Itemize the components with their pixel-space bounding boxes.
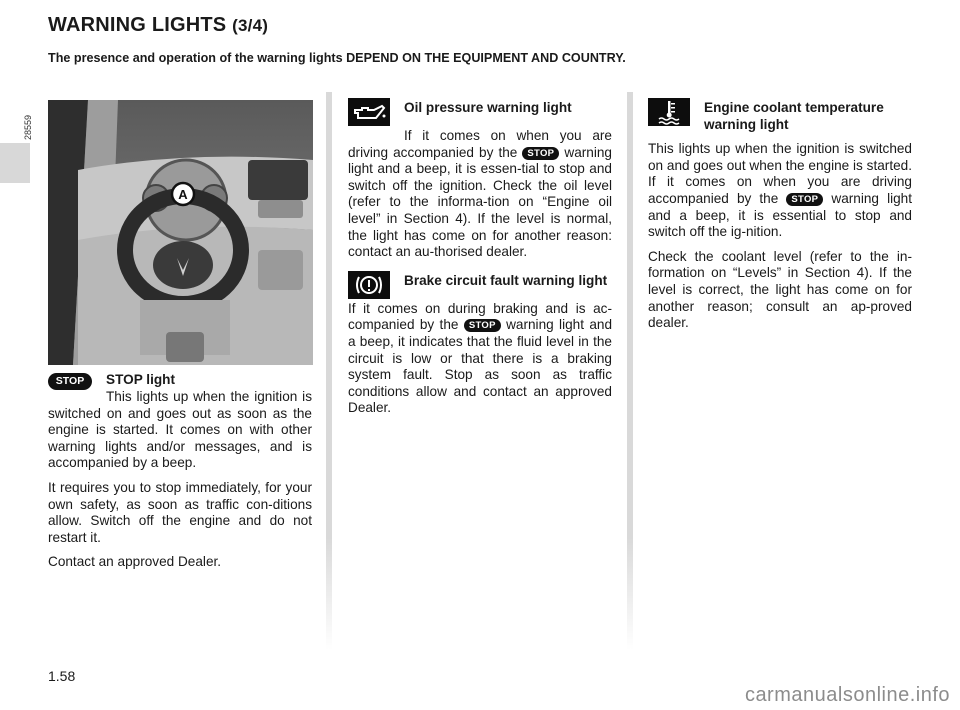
section-tab	[0, 143, 30, 183]
oil-pressure-text-b: warning light and a beep, it is essen-tial to stop and switch off the ignition. Check the oil level (refer to the informa-tion on “Engine oil level” in Section 4). If the level is normal, the light has come on for another reason: contact an au-thorised dealer.	[348, 144, 612, 260]
coolant-text-a: This lights up when the ignition is switched on and goes out when the engine is started. If it comes on when you are driving accompanied by the	[648, 141, 912, 206]
oil-pressure-title: Oil pressure warning light	[404, 100, 572, 115]
stop-light-paragraph: Contact an approved Dealer.	[48, 554, 222, 570]
page-number: 1.58	[48, 668, 76, 684]
coolant-text-b: warning light and a beep, it is essential to stop and switch off the ig-nition.	[648, 190, 913, 240]
page-title: WARNING LIGHTS (3/4)	[48, 14, 269, 36]
brake-circuit-icon	[348, 271, 390, 299]
stop-icon: STOP	[464, 319, 501, 332]
coolant-temperature-icon	[648, 98, 690, 126]
dashboard-photo	[48, 100, 313, 365]
stop-icon: STOP	[522, 147, 559, 160]
oil-pressure-text-a: If it comes on when you are driving accompanied by the	[348, 128, 612, 160]
photo-callout-label: A	[178, 187, 188, 202]
stop-icon: STOP	[786, 193, 823, 206]
page-subtitle: The presence and operation of the warning lights DEPEND ON THE EQUIPMENT AND COUNTRY.	[48, 51, 626, 65]
stop-light-paragraph: It requires you to stop immediately, for your own safety, as soon as traffic con-ditions allow. Switch off the engine and do not restart it.	[48, 479, 312, 545]
coolant-section	[648, 98, 912, 332]
oil-pressure-section	[348, 98, 612, 261]
oil-can-icon	[348, 98, 390, 126]
right-column	[648, 98, 912, 342]
brake-circuit-text-a: If it comes on during braking and is ac-companied by the	[348, 300, 612, 333]
brake-circuit-section	[348, 271, 612, 417]
brake-circuit-title: Brake circuit fault warning light	[404, 272, 608, 288]
photo-reference-code: 28559	[23, 114, 33, 140]
column-divider	[326, 92, 332, 650]
middle-column	[348, 98, 612, 427]
column-divider	[627, 92, 633, 650]
stop-light-section	[48, 372, 312, 579]
coolant-title: Engine coolant temperature warning light	[704, 100, 884, 132]
stop-light-title: STOP light	[106, 372, 175, 387]
watermark: carmanualsonline.info	[744, 684, 950, 706]
coolant-paragraph: Check the coolant level (refer to the in-formation on “Levels” in Section 4). If the level is correct, the light has come on for another reason; consult an ap-proved dealer.	[648, 248, 912, 331]
stop-light-paragraph: This lights up when the ignition is switched on and goes out as soon as the engine is started. It comes on with other warning lights and/or messages, and is accompanied by a beep.	[48, 389, 312, 471]
brake-circuit-text-b: warning light and a beep, it indicates that the fluid level in the circuit is low or that there is a braking system fault. Stop as soon as traffic conditions allow and contact an approved Dealer.	[348, 317, 613, 416]
stop-icon: STOP	[48, 373, 92, 390]
